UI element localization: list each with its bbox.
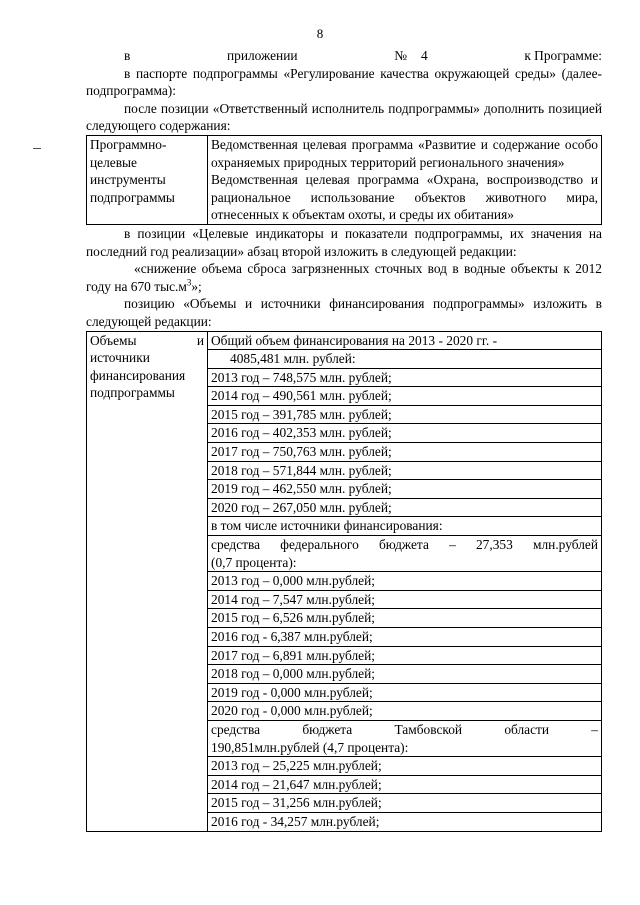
intro-word: 4 <box>420 48 428 63</box>
year-line: 2020 год – 267,050 млн. рублей; <box>208 498 601 517</box>
regional-line: средства бюджета Тамбовской области – <box>208 720 601 739</box>
table-cell-label: Объемы и источники финансирования подпрограммы <box>87 331 208 831</box>
federal-line: (0,7 процента): <box>211 554 297 570</box>
regional-year-line: 2013 год – 25,225 млн.рублей; <box>208 756 601 775</box>
program-item: Ведомственная целевая программа «Охрана, воспроизводство и рациональное использование объектов животного мира, отнесенных к объектам охоты, и среды их обитания» <box>211 172 598 223</box>
year-line: 2017 год – 750,763 млн. рублей; <box>208 442 601 461</box>
table-cell-content <box>208 135 602 224</box>
program-item: Ведомственная целевая программа «Развитие и содержание особо охраняемых природных территорий регионального значения» <box>211 136 598 170</box>
paragraph-indicators: в позиции «Целевые индикаторы и показатели подпрограммы, их значения на последний год реализации» абзац второй изложить в следующей редакции: <box>86 225 602 259</box>
intro-word: приложении <box>226 48 298 63</box>
table-cell-label: Программно-целевые инструменты подпрограммы <box>87 135 208 224</box>
paragraph-quote: «снижение объема сброса загрязненных сточных вод в водные объекты к 2012 году на 670 $тыс.м^3$»; <box>86 261 602 294</box>
year-line: 2018 год – 571,844 млн. рублей; <box>208 461 601 480</box>
paragraph-passport: в паспорте подпрограммы «Регулирование качества окружающей среды» (далее- подпрограмма): <box>86 65 602 99</box>
regional-year-line: 2014 год – 21,647 млн.рублей; <box>208 775 601 794</box>
table-financing <box>86 331 602 832</box>
federal-year-line: 2017 год – 6,891 млн.рублей; <box>208 646 601 665</box>
federal-year-line: 2020 год - 0,000 млн.рублей; <box>208 701 601 720</box>
year-line: 2016 год – 402,353 млн. рублей; <box>208 423 601 442</box>
table-row <box>87 331 602 831</box>
document-body <box>86 47 602 832</box>
intro-word: к Программе: <box>524 48 602 63</box>
paragraph-after: после позиции «Ответственный исполнитель подпрограммы» дополнить позицией следующего содержания: <box>86 100 602 134</box>
year-line: 2014 год – 490,561 млн. рублей; <box>208 386 601 405</box>
sources-line: в том числе источники финансирования: <box>208 516 601 535</box>
total-line: 4085,481 млн. рублей: <box>208 349 601 368</box>
federal-year-line: 2016 год - 6,387 млн.рублей; <box>208 627 601 646</box>
year-line: 2013 год – 748,575 млн. рублей; <box>208 368 601 387</box>
regional-year-line: 2016 год - 34,257 млн.рублей; <box>208 812 601 831</box>
margin-mark <box>33 148 41 149</box>
regional-year-line: 2015 год – 31,256 млн.рублей; <box>208 793 601 812</box>
table-instruments <box>86 135 602 225</box>
year-line: 2015 год – 391,785 млн. рублей; <box>208 405 601 424</box>
paragraph-financing: позицию «Объемы и источники финансирования подпрограммы» изложить в следующей редакции: <box>86 296 602 329</box>
total-line: Общий объем финансирования на 2013 - 2020 гг. - <box>211 332 498 348</box>
federal-line: средства федерального бюджета – 27,353 млн.рублей <box>208 535 601 554</box>
federal-year-line: 2014 год – 7,547 млн.рублей; <box>208 590 601 609</box>
intro-word: в <box>124 48 131 63</box>
page-number: 8 <box>316 26 324 41</box>
federal-year-line: 2019 год - 0,000 млн.рублей; <box>208 683 601 702</box>
table-cell-content <box>208 331 602 831</box>
intro-line <box>86 47 602 65</box>
federal-year-line: 2015 год – 6,526 млн.рублей; <box>208 608 601 627</box>
year-line: 2019 год – 462,550 млн. рублей; <box>208 479 601 498</box>
intro-word: № <box>394 48 407 63</box>
federal-year-line: 2018 год – 0,000 млн.рублей; <box>208 664 601 683</box>
table-row <box>87 135 602 224</box>
federal-year-line: 2013 год – 0,000 млн.рублей; <box>208 571 601 590</box>
regional-line: 190,851млн.рублей (4,7 процента): <box>211 739 409 755</box>
